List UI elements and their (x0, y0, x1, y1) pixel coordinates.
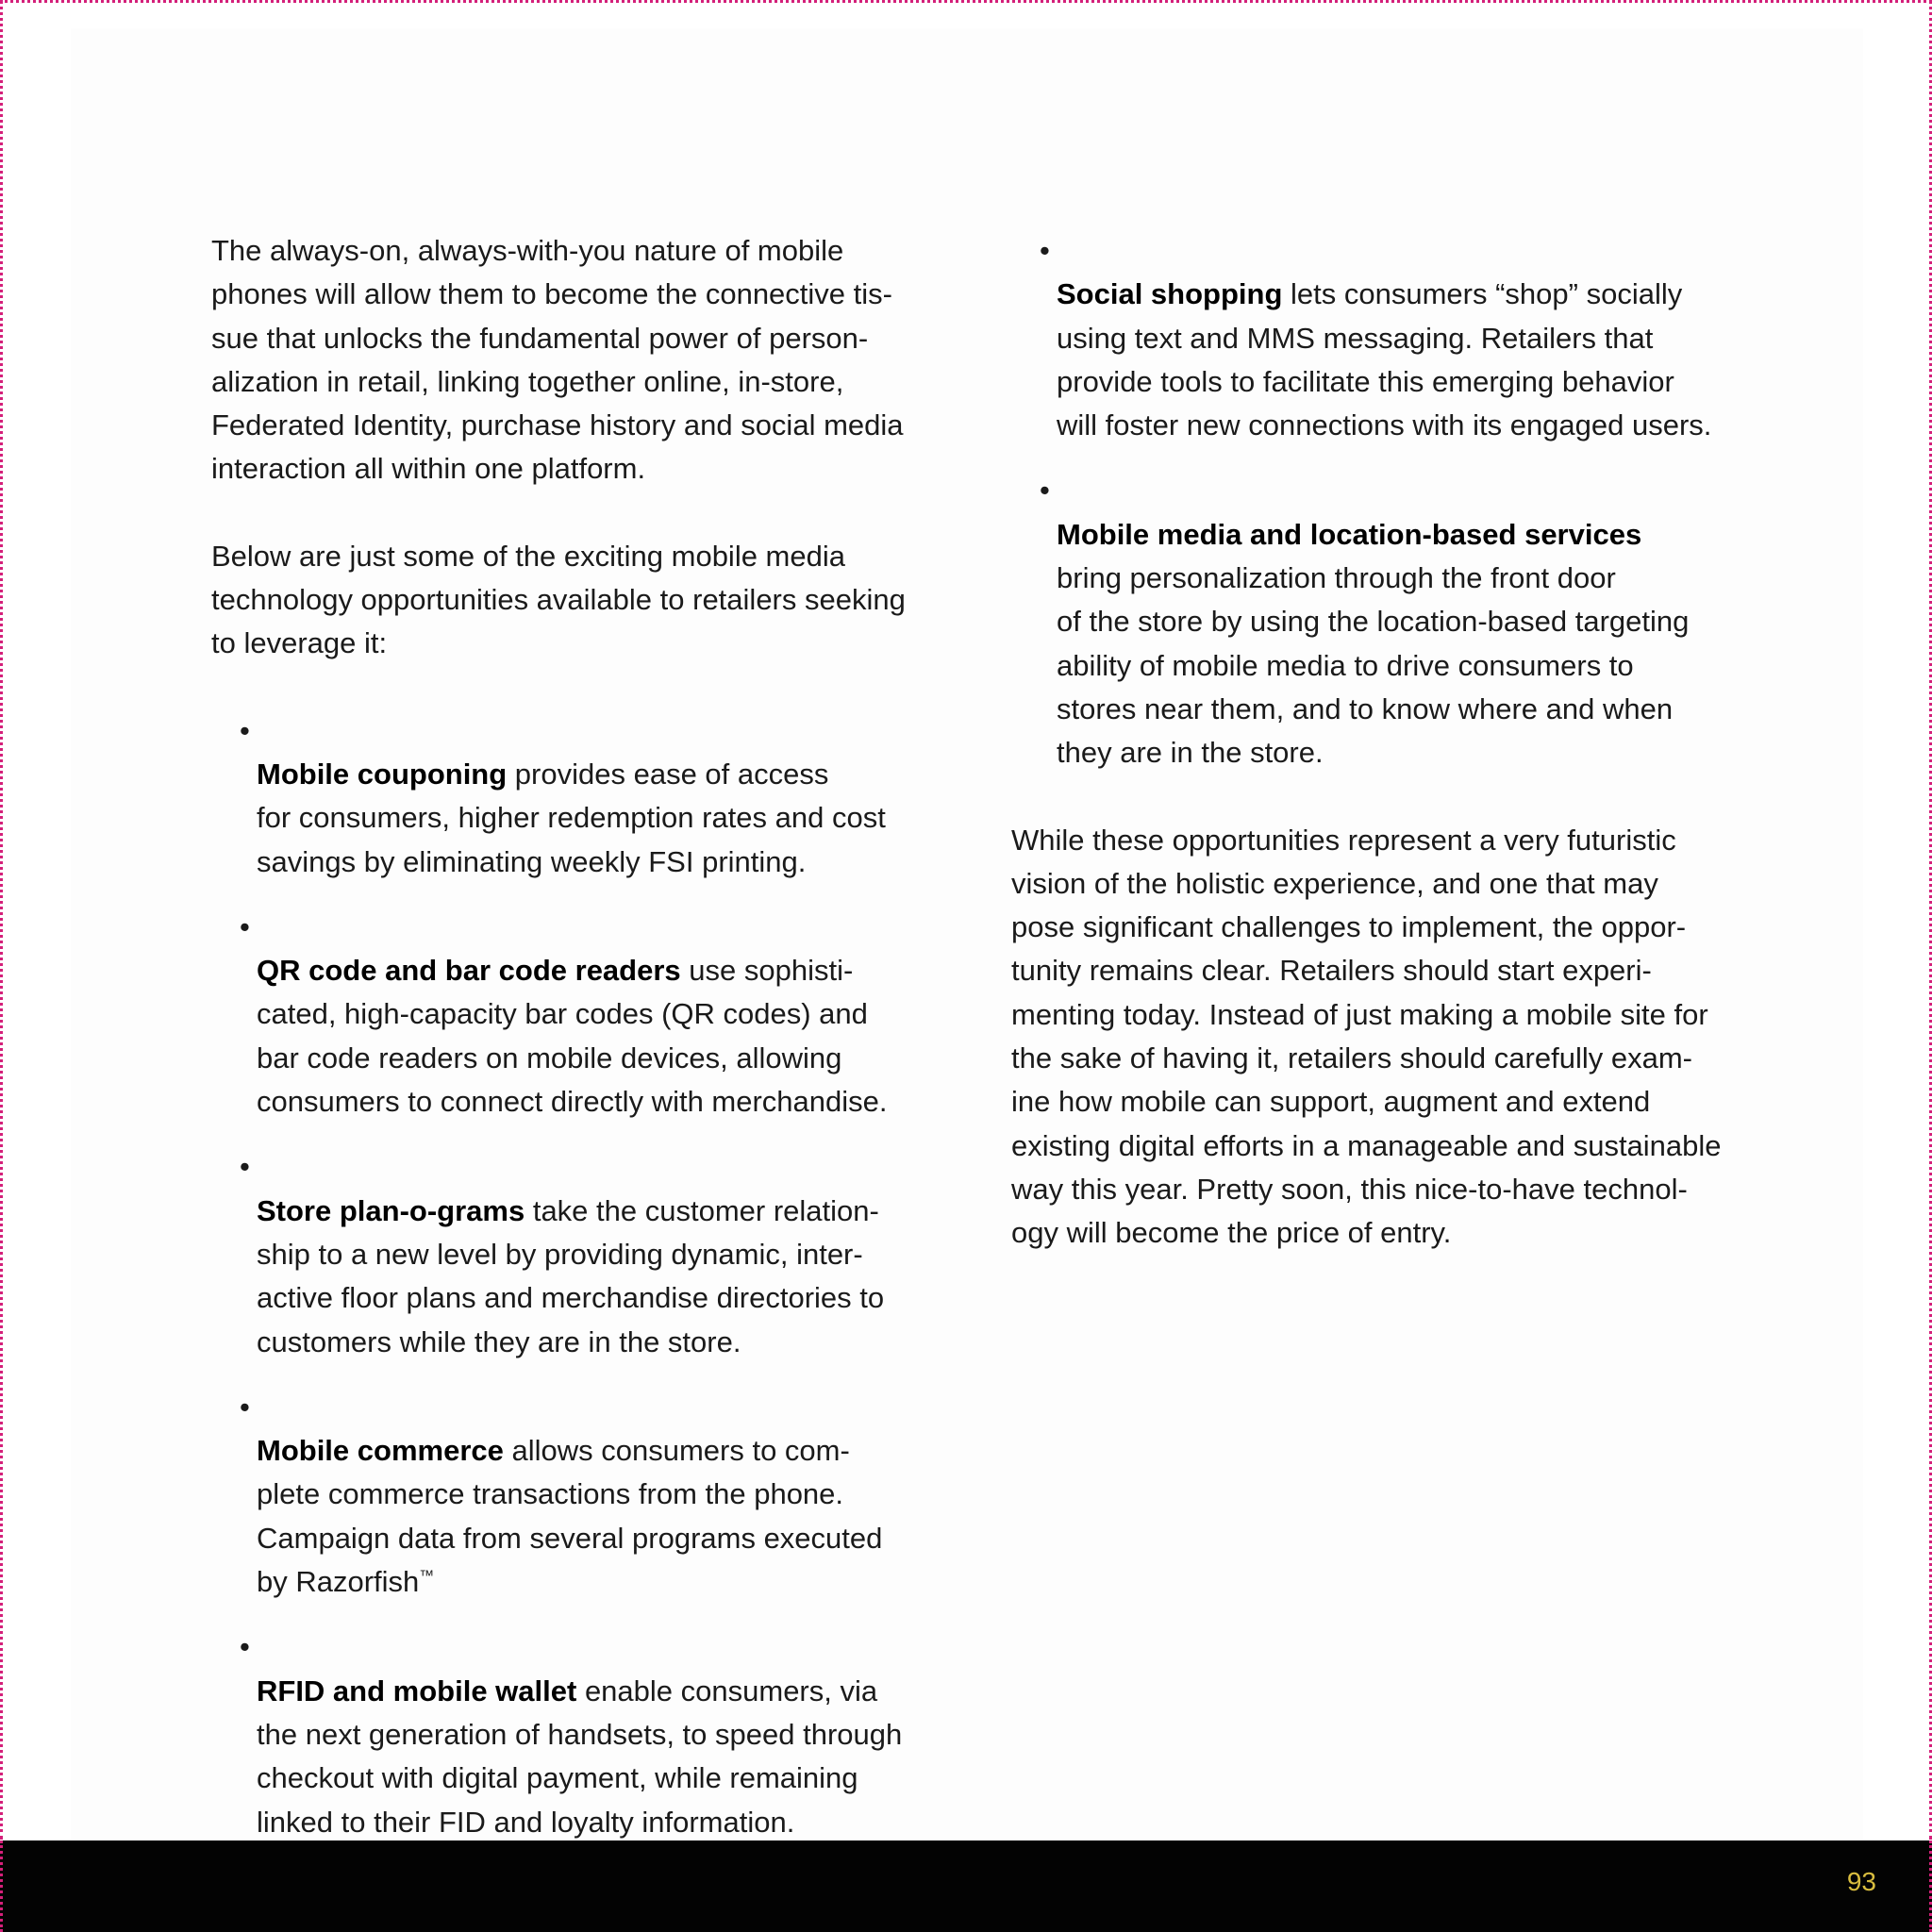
bullet-icon: • (240, 713, 250, 747)
footer-bar (0, 1840, 1932, 1932)
lead-paragraph: Below are just some of the exciting mobile media technology opportunities available to retailers seeking to leverage it: (211, 539, 906, 660)
bullet-icon: • (240, 909, 250, 943)
bullet-icon: • (240, 1630, 250, 1664)
opportunity-list (240, 709, 966, 1844)
intro-paragraph: The always-on, always-with-you nature of mobile phones will allow them to become the connective tis- sue that unlocks the fundamental power of person- alization in retail, linking together online, in-store, Federated Identity, purchase history and social media interaction all within one platform. (211, 234, 904, 486)
trademark-mark: ™ (419, 1568, 435, 1585)
bullet-text: bring personalization through the front door of the store by using the location-based targeting ability of mobile media to drive consumers to stores near them, and to know where and when they are in the store. (1057, 561, 1690, 770)
list-item (240, 709, 966, 884)
list-item (240, 906, 966, 1124)
bullet-icon: • (240, 1150, 250, 1184)
bullet-term: Store plan-o-grams (257, 1193, 525, 1227)
bullet-text: provides ease of access for consumers, higher redemption rates and cost savings by eliminating weekly FSI printing. (257, 757, 886, 878)
bullet-term: RFID and mobile wallet (257, 1674, 577, 1707)
bullet-term: Mobile couponing (257, 757, 508, 791)
bullet-text: use sophisti- cated, high-capacity bar codes (QR codes) and bar code readers on mobile devices, allowing consumers to connect directly with merchandise. (257, 954, 888, 1119)
list-item (1040, 469, 1766, 774)
bullet-term: Mobile media and location-based services (1057, 517, 1642, 551)
list-item (1040, 229, 1766, 447)
bullet-icon: • (1040, 474, 1050, 508)
list-item (240, 1386, 966, 1604)
bullet-term: Social shopping (1057, 277, 1283, 311)
bullet-text: allows consumers to com- plete commerce transactions from the phone. Campaign data from several programs executed by Razorfish (257, 1434, 883, 1599)
right-column (1011, 229, 1766, 1299)
left-column (211, 229, 966, 1867)
bullet-text: lets consumers “shop” socially using text and MMS messaging. Retailers that provide tools to facilitate this emerging behavior will foster new connections with its engaged users. (1057, 277, 1712, 442)
closing-paragraph: While these opportunities represent a very futuristic vision of the holistic experience, and one that may pose significant challenges to implement, the oppor- tunity remains clear. Retailers should start experi- menting today. Instead of just making a mobile site for the sake of having it, retailers should carefully exam- ine how mobile can support, augment and extend existing digital efforts in a manageable and sustainable way this year. Pretty soon, this nice-to-have technol- ogy will become the price of entry. (1011, 823, 1722, 1250)
bullet-icon: • (1040, 234, 1050, 267)
bullet-term: Mobile commerce (257, 1434, 504, 1468)
list-item (240, 1625, 966, 1843)
bullet-term: QR code and bar code readers (257, 954, 681, 988)
list-item (240, 1145, 966, 1363)
bullet-text: enable consumers, via the next generation of handsets, to speed through checkout with digital payment, while remaining linked to their FID and loyalty information. (257, 1674, 903, 1839)
opportunity-list-continued (1040, 229, 1766, 775)
bullet-icon: • (240, 1390, 250, 1424)
page-number: 93 (1846, 1867, 1876, 1896)
bullet-text: take the customer relation- ship to a new level by providing dynamic, inter- active floor plans and merchandise directories to customers while they are in the store. (257, 1193, 885, 1358)
